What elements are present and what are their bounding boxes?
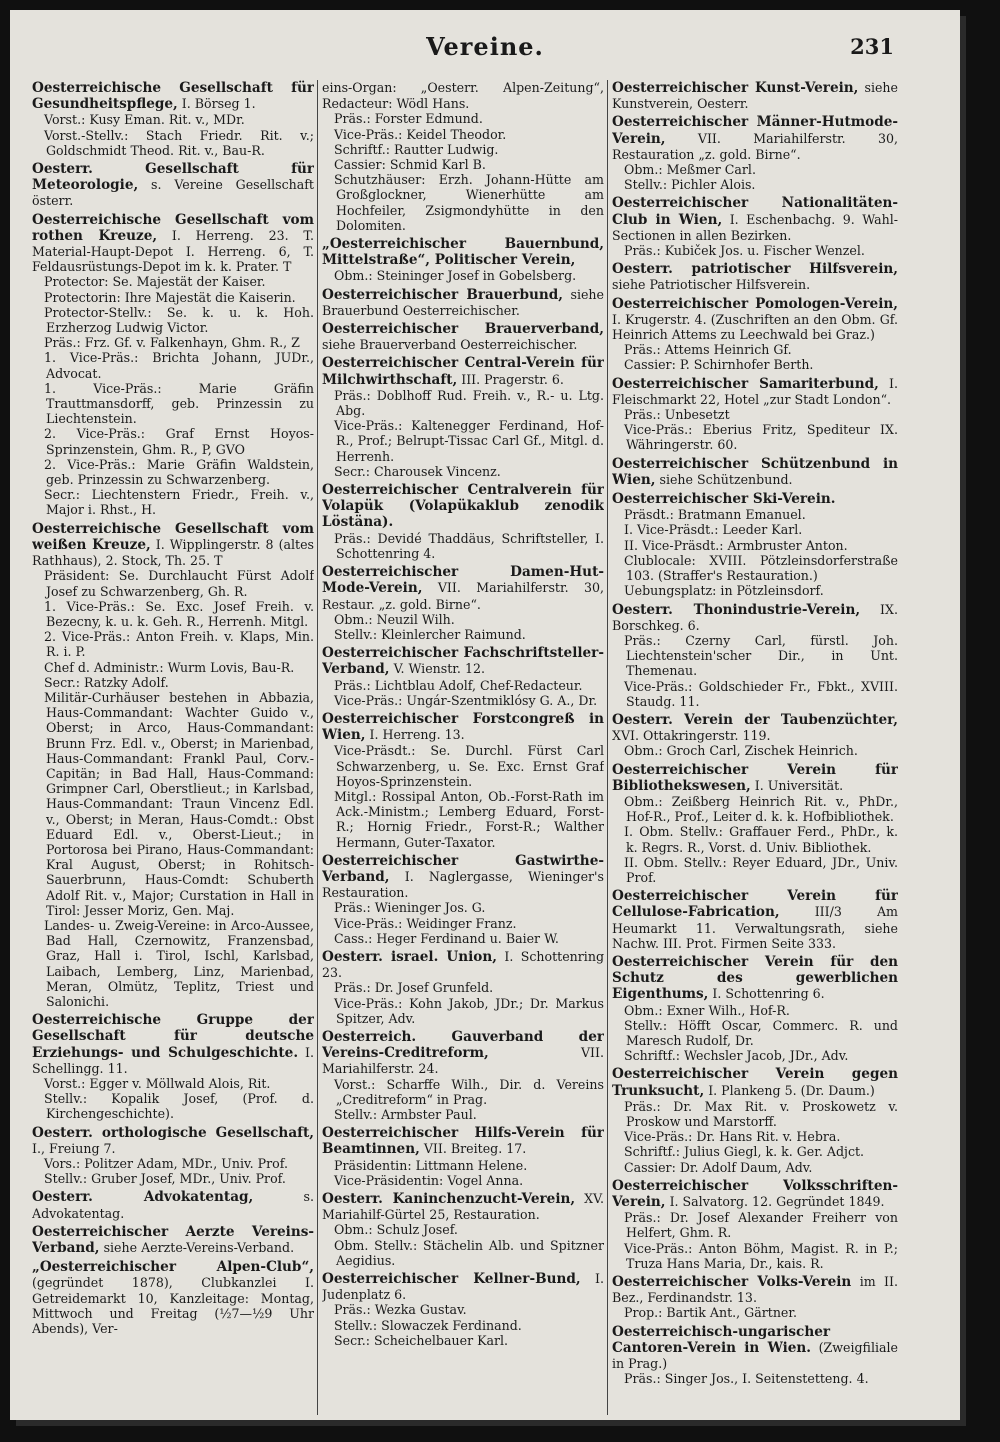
entry-officer-line: Stellv.: Gruber Josef, MDr., Univ. Prof. (44, 1171, 286, 1187)
entry-heading: Oesterr. Advokatentag, (32, 1189, 254, 1206)
entry-officer-line: Cass.: Heger Ferdinand u. Baier W. (334, 930, 559, 946)
entry-officer-line: Stellv.: Slowaczek Ferdinand. (334, 1317, 522, 1333)
entry-officer-line: Vice-Präs.: Kaltenegger Ferdinand, Hof-R., Prof.; Belrupt-Tissac Carl Gf., Mitgl. d. Herrenh. (334, 418, 604, 464)
directory-entry (32, 1012, 314, 1121)
entry-officer-line: Präs.: Lichtblau Adolf, Chef-Redacteur. (334, 677, 583, 693)
entry-heading: Oesterreichischer Forstcongreß in Wien, (322, 710, 604, 744)
entry-heading: Oesterreichischer Kunst-Verein, (612, 80, 859, 96)
entry-address: IX. Borschkeg. 6. (612, 601, 898, 633)
entry-address: I. Eschenbachg. 9. Wahl-Sectionen in allen Bezirken. (612, 211, 898, 243)
entry-address: I. Börseg 1. (181, 96, 256, 112)
entry-officer-line: Präs.: Kubiček Jos. u. Fischer Wenzel. (624, 243, 865, 259)
entry-address: VII. Mariahilferstr. 24. (322, 1045, 604, 1077)
entry-address: I. Krugerstr. 4. (Zuschriften an den Obm. Gf. Heinrich Attems zu Leechwald bei Graz.) (612, 311, 898, 343)
entry-officer-line: Obm.: Neuzil Wilh. (334, 611, 455, 627)
entry-officer-line: 2. Vice-Präs.: Anton Freih. v. Klaps, Min. R. i. P. (44, 629, 314, 660)
entry-officer-line: Präs.: Unbesetzt (624, 407, 730, 423)
entry-officer-line: Vice-Präs.: Ungár-Szentmiklósy G. A., Dr. (334, 692, 598, 708)
entry-address: I. Plankeng 5. (Dr. Daum.) (708, 1082, 875, 1098)
entry-address: I. Schellingg. 11. (32, 1044, 314, 1076)
entry-address: XVI. Ottakringerstr. 119. (612, 728, 771, 744)
entry-officer-line: Clublocale: XVIII. Pötzleinsdorferstraße 103. (Straffer's Restauration.) (624, 552, 898, 584)
entry-officer-line: Präs.: Frz. Gf. v. Falkenhayn, Ghm. R., Z (44, 335, 300, 351)
entry-officer-line: Vorst.: Scharffe Wilh., Dir. d. Vereins „Creditreform“ in Prag. (334, 1076, 604, 1107)
entry-officer-line: II. Vice-Präsdt.: Armbruster Anton. (624, 537, 848, 553)
entry-address: V. Wienstr. 12. (393, 661, 485, 677)
entry-officer-line: Schriftf.: Rautter Ludwig. (334, 141, 499, 157)
entry-address: (Zweigfiliale in Prag.) (612, 1339, 898, 1372)
entry-officer-line: Cassier: Dr. Adolf Daum, Adv. (624, 1159, 813, 1175)
entry-officer-line: Prop.: Bartik Ant., Gärtner. (624, 1305, 798, 1321)
directory-page (10, 10, 960, 1420)
directory-entry (322, 853, 604, 946)
entry-heading: Oesterreichischer Verein gegen Trunksucht, (612, 1066, 898, 1099)
directory-entry (322, 236, 604, 284)
directory-entry (322, 321, 604, 352)
entry-officer-line: Obm.: Steininger Josef in Gobelsberg. (334, 268, 577, 284)
directory-entry (322, 949, 604, 1026)
entry-officer-line: 2. Vice-Präs.: Marie Gräfin Waldstein, geb. Prinzessin zu Schwarzenberg. (44, 456, 314, 488)
entry-officer-line: Präs.: Dr. Josef Grunfeld. (334, 980, 494, 996)
entry-officer-line: Präs.: Dr. Josef Alexander Freiherr von Helfert, Ghm. R. (624, 1210, 898, 1241)
entry-officer-line: Vice-Präsdt.: Se. Durchl. Fürst Carl Schwarzenberg, u. Se. Exc. Ernst Graf Hoyos-Sprinzenstein. (334, 743, 604, 789)
entry-officer-line: Obm.: Zeißberg Heinrich Rit. v., PhDr., Hof-R., Prof., Leiter d. k. k. Hofbibliothek. (624, 793, 898, 825)
entry-heading: Oesterreichischer Verein für den Schutz des gewerblichen Eigenthums, (612, 953, 898, 1003)
entry-officer-line: Präs.: Czerny Carl, fürstl. Joh. Liechtenstein'scher Dir., in Unt. Themenau. (624, 632, 898, 679)
entry-address: XV. Mariahilf-Gürtel 25, Restauration. (322, 1191, 604, 1223)
entry-officer-line: Vice-Präs.: Goldschieder Fr., Fbkt., XVIII. Staudg. 11. (624, 678, 898, 709)
entry-officer-line: Secr.: Scheichelbauer Karl. (334, 1332, 509, 1348)
entry-heading: Oesterreichischer Kellner-Bund, (322, 1271, 581, 1288)
entry-officer-line: Schriftf.: Wechsler Jacob, JDr., Adv. (624, 1048, 849, 1064)
entry-officer-line: Schriftf.: Julius Giegl, k. k. Ger. Adjct. (624, 1144, 865, 1160)
entry-heading: Oesterreichischer Damen-Hut-Mode-Verein, (322, 564, 604, 597)
entry-officer-line: Secr.: Liechtenstern Friedr., Freih. v., Major i. Rhst., H. (44, 487, 314, 518)
entry-address: s. Vereine Gesellschaft österr. (32, 177, 314, 209)
directory-entry (322, 355, 604, 479)
directory-entry (612, 1178, 898, 1271)
entry-heading: Oesterreichischer Samariterbund, (612, 375, 879, 392)
entry-officer-line: Secr.: Charousek Vincenz. (334, 463, 501, 479)
entry-heading: Oesterreichischer Männer-Hutmode-Verein, (612, 114, 898, 147)
page-title: Vereine. (426, 32, 544, 61)
column-divider (317, 80, 318, 1415)
directory-entry (612, 261, 898, 292)
entry-officer-line: Stellv.: Kopalik Josef, (Prof. d. Kirchengeschichte). (44, 1091, 314, 1122)
entry-officer-line: Secr.: Ratzky Adolf. (44, 674, 169, 690)
entry-officer-line: Präs.: Dr. Max Rit. v. Proskowetz v. Proskow und Marstorff. (624, 1098, 898, 1129)
entry-heading: Oesterr. patriotischer Hilfsverein, (612, 261, 898, 278)
entry-heading: Oesterreichischer Fachschriftsteller-Verband, (322, 645, 604, 678)
directory-entry (612, 1066, 898, 1174)
entry-address: VII. Mariahilferstr. 30, Restauration „z. gold. Birne“. (612, 130, 898, 162)
entry-officer-line: Protector: Se. Majestät der Kaiser. (44, 274, 266, 290)
entry-officer-line: Protectorin: Ihre Majestät die Kaiserin. (44, 289, 296, 305)
entry-address: VII. Breiteg. 17. (423, 1141, 527, 1157)
entry-officer-line: Präs.: Wezka Gustav. (334, 1302, 467, 1318)
entry-officer-line: Vice-Präsidentin: Vogel Anna. (334, 1172, 524, 1188)
entry-address: I. Naglergasse, Wieninger's Restauration. (322, 868, 604, 901)
entry-officer-line: Präsdt.: Bratmann Emanuel. (624, 507, 806, 523)
entry-officer-line: Stellv.: Kleinlercher Raimund. (334, 626, 526, 642)
directory-entry (612, 80, 898, 111)
entry-address: eins-Organ: „Oesterr. Alpen-Zeitung“, Redacteur: Wödl Hans. (322, 80, 604, 112)
entry-heading: Oesterr. Gesellschaft für Meteorologie, (32, 161, 314, 194)
entry-officer-line: Protector-Stellv.: Se. k. u. k. Hoh. Erzherzog Ludwig Victor. (44, 304, 314, 336)
column-2 (322, 80, 604, 1400)
entry-officer-line: Vorst.-Stellv.: Stach Friedr. Rit. v.; Goldschmidt Theod. Rit. v., Bau-R. (44, 127, 314, 158)
directory-entry (322, 1191, 604, 1268)
page-header (10, 32, 960, 68)
directory-entry (612, 456, 898, 488)
directory-entry (612, 1324, 898, 1387)
entry-address: VII. Mariahilferstr. 30, Restaur. „z. gold. Birne“. (322, 580, 604, 612)
entry-officer-line: Vice-Präs.: Dr. Hans Rit. v. Hebra. (624, 1129, 841, 1145)
entry-heading: Oesterreichischer Hilfs-Verein für Beamtinnen, (322, 1125, 604, 1158)
directory-entry (322, 287, 604, 318)
directory-entry (322, 482, 604, 561)
directory-entry (612, 888, 898, 951)
directory-entry (32, 212, 314, 518)
entry-officer-line: Präs.: Devidé Thaddäus, Schriftsteller, I. Schottenring 4. (334, 530, 604, 561)
entry-address: siehe Aerzte-Vereins-Verband. (103, 1240, 295, 1256)
entry-officer-line: Vice-Präs.: Kohn Jakob, JDr.; Dr. Markus Spitzer, Adv. (334, 995, 604, 1026)
entry-heading: „Oesterreichischer Bauernbund, Mittelstraße“, Politischer Verein, (322, 236, 604, 269)
entry-heading: Oesterreichische Gesellschaft für Gesundheitspflege, (32, 80, 314, 113)
entry-heading: Oesterreichische Gruppe der Gesellschaft für deutsche Erziehungs- und Schulgeschichte. (32, 1012, 314, 1061)
directory-entry (32, 521, 314, 1010)
entry-heading: Oesterreichische Gesellschaft vom rothen Kreuze, (32, 211, 314, 244)
entry-heading: Oesterreichischer Aerzte Vereins-Verband, (32, 1223, 314, 1257)
entry-heading: Oesterreichischer Central-Verein für Milchwirthschaft, (322, 355, 604, 388)
entry-address: III. Pragerstr. 6. (461, 371, 564, 387)
directory-entry (322, 711, 604, 850)
entry-heading: Oesterreichischer Volksschriften-Verein, (612, 1177, 898, 1211)
directory-entry (322, 1029, 604, 1122)
entry-officer-line: Präs.: Wieninger Jos. G. (334, 900, 486, 916)
entry-heading: Oesterr. orthologische Gesellschaft, (32, 1124, 314, 1141)
entry-officer-line: Schutzhäuser: Erzh. Johann-Hütte am Großglockner, Wienerhütte am Hochfeiler, Zsigmondyhütte in den Dolomiten. (334, 172, 604, 233)
entry-officer-line: 2. Vice-Präs.: Graf Ernst Hoyos-Sprinzenstein, Ghm. R., P, GVO (44, 426, 314, 457)
directory-entry (612, 491, 898, 598)
entry-officer-line: Landes- u. Zweig-Vereine: in Arco-Aussee, Bad Hall, Czernowitz, Franzensbad, Graz, Hall i. Tirol, Ischl, Karlsbad, Laibach, Lemberg, Linz, Marienbad, Meran, Olmütz, Teplitz, Triest und Salonichi. (44, 917, 314, 1009)
entry-officer-line: Vorst.: Egger v. Möllwald Alois, Rit. (44, 1076, 271, 1091)
directory-entry (32, 80, 314, 158)
entry-officer-line: Präs.: Attems Heinrich Gf. (624, 342, 792, 358)
entry-officer-line: Präsidentin: Littmann Helene. (334, 1157, 528, 1173)
entry-heading: Oesterr. israel. Union, (322, 948, 497, 965)
entry-officer-line: Stellv.: Pichler Alois. (624, 177, 756, 193)
directory-entry (32, 1189, 314, 1220)
directory-entry (32, 161, 314, 209)
directory-entry (612, 195, 898, 258)
entry-heading: Oesterreichische Gesellschaft vom weißen Kreuze, (32, 520, 314, 553)
entry-officer-line: Vice-Präs.: Keidel Theodor. (334, 126, 507, 142)
entry-heading: Oesterreichischer Verein für Bibliothekswesen, (612, 761, 898, 794)
entry-heading: Oesterreichischer Schützenbund in Wien, (612, 455, 898, 488)
directory-entry (322, 564, 604, 642)
entry-officer-line: Stellv.: Höfft Oscar, Commerc. R. und Maresch Rudolf, Dr. (624, 1017, 898, 1048)
entry-heading: Oesterreichischer Volks-Verein (612, 1274, 852, 1291)
entry-address: I., Freiung 7. (32, 1140, 116, 1156)
entry-officer-line: Vorst.: Kusy Eman. Rit. v., MDr. (44, 112, 245, 128)
entry-officer-line: Präs.: Doblhoff Rud. Freih. v., R.- u. Ltg. Abg. (334, 387, 604, 419)
entry-officer-line: II. Obm. Stellv.: Reyer Eduard, JDr., Univ. Prof. (624, 854, 898, 885)
entry-heading: Oesterr. Thonindustrie-Verein, (612, 601, 861, 618)
directory-entry (612, 712, 898, 759)
entry-officer-line: Präs.: Forster Edmund. (334, 111, 483, 127)
entry-heading: Oesterr. Verein der Taubenzüchter, (612, 711, 898, 728)
entry-heading: Oesterreichischer Brauerverband, (322, 321, 604, 338)
entry-address: I. Fleischmarkt 22, Hotel „zur Stadt London“. (612, 375, 898, 407)
column-1 (32, 80, 314, 1400)
entry-officer-line: Präs.: Singer Jos., I. Seitenstetteng. 4. (624, 1371, 869, 1387)
directory-entry (32, 1125, 314, 1187)
entry-heading: Oesterreichischer Ski-Verein. (612, 491, 836, 508)
entry-address: I. Schottenring 6. (712, 986, 825, 1002)
entry-officer-line: Vice-Präs.: Weidinger Franz. (334, 915, 517, 931)
column-3 (612, 80, 898, 1400)
directory-entry (612, 602, 898, 709)
entry-address: I. Salvatorg. 12. Gegründet 1849. (669, 1194, 885, 1210)
entry-officer-line: Militär-Curhäuser bestehen in Abbazia, Haus-Commandant: Wachter Guido v., Oberst; in Arco, Haus-Commandant: Brunn Frz. Edl. v., Oberst; in Marienbad, Haus-Commandant: Frankl Paul, Corv.-Capitän; in Bad Hall, Haus-Command: Grimpner Carl, Oberstlieut.; in Karlsbad, Haus-Commandant: Traun Vincenz Edl. v., Oberst; in Meran, Haus-Comdt.: Obst Eduard Edl. v., Oberst-Lieut.; in Portorosa bei Pirano, Haus-Commandant: Kral August, Oberst; in Rohitsch-Sauerbrunn, Haus-Comdt: Schuberth Adolf Rit. v., Major; Curstation in Hall in Tirol: Jesser Moriz, Gen. Maj. (44, 689, 314, 918)
entry-address: s. Advokatentag. (32, 1189, 314, 1221)
entry-address: siehe Kunstverein, Oesterr. (612, 80, 898, 112)
entry-address: III/3 Am Heumarkt 11. Verwaltungsrath, siehe Nachw. III. Prot. Firmen Seite 333. (612, 904, 898, 951)
directory-entry (322, 80, 604, 233)
entry-officer-line: Vice-Präs.: Eberius Fritz, Spediteur IX. Währingerstr. 60. (624, 422, 898, 453)
entry-officer-line: Mitgl.: Rossipal Anton, Ob.-Forst-Rath im Ack.-Ministm.; Lemberg Eduard, Forst-R.; Hornig Friedr., Forst-R.; Walther Hermann, Guter-Taxator. (334, 788, 604, 850)
entry-address: siehe Schützenbund. (659, 471, 793, 487)
entry-heading: „Oesterreichischer Alpen-Club“, (32, 1259, 314, 1276)
entry-address: im II. Bez., Ferdinandstr. 13. (612, 1274, 898, 1306)
directory-entry (322, 1271, 604, 1348)
directory-entry (612, 296, 898, 373)
entry-officer-line: Cassier: Schmid Karl B. (334, 157, 486, 173)
entry-heading: Oesterr. Kaninchenzucht-Verein, (322, 1191, 576, 1208)
entry-officer-line: I. Vice-Präsdt.: Leeder Karl. (624, 522, 803, 538)
directory-entry (32, 1224, 314, 1256)
entry-officer-line: 1. Vice-Präs.: Brichta Johann, JUDr., Advocat. (44, 350, 314, 381)
entry-officer-line: Uebungsplatz: in Pötzleinsdorf. (624, 583, 824, 599)
entry-address: I. Herreng. 23. T. Material-Haupt-Depot I. Herreng. 6, T. Feldausrüstungs-Depot im k. k. Prater. T (32, 227, 314, 275)
entry-officer-line: Obm. Stellv.: Stächelin Alb. und Spitzner Aegidius. (334, 1237, 604, 1268)
column-divider (607, 80, 608, 1415)
directory-entry (322, 645, 604, 708)
entry-heading: Oesterreichischer Centralverein für Volapük (Volapükaklub zenodik Löstäna). (322, 482, 604, 531)
entry-officer-line: Präsident: Se. Durchlaucht Fürst Adolf Josef zu Schwarzenberg, Gh. R. (44, 568, 314, 599)
entry-address: I. Herreng. 13. (369, 727, 465, 743)
directory-entry (32, 1259, 314, 1336)
entry-officer-line: Chef d. Administr.: Wurm Lovis, Bau-R. (44, 659, 295, 675)
entry-officer-line: Stellv.: Armbster Paul. (334, 1107, 477, 1122)
entry-address: I. Wipplingerstr. 8 (altes Rathhaus), 2. Stock, Th. 25. T (32, 536, 314, 569)
entry-officer-line: Obm.: Groch Carl, Zischek Heinrich. (624, 743, 858, 759)
directory-entry (612, 762, 898, 886)
entry-officer-line: 1. Vice-Präs.: Marie Gräfin Trauttmansdorff, geb. Prinzessin zu Liechtenstein. (44, 380, 314, 427)
entry-address: I. Universität. (754, 777, 844, 793)
entry-officer-line: I. Obm. Stellv.: Graffauer Ferd., PhDr., k. k. Regrs. R., Vorst. d. Univ. Bibliothek. (624, 824, 898, 855)
entry-address: (gegründet 1878), Clubkanzlei I. Getreidemarkt 10, Kanzleitage: Montag, Mittwoch und Freitag (½7—½9 Uhr Abends), Ver- (32, 1275, 314, 1337)
entry-officer-line: Obm.: Schulz Josef. (334, 1222, 458, 1238)
entry-address: I. Schottenring 23. (322, 948, 604, 981)
directory-entry (612, 114, 898, 192)
entry-officer-line: Obm.: Meßmer Carl. (624, 162, 756, 178)
entry-address: I. Judenplatz 6. (322, 1271, 604, 1303)
directory-entry (612, 1274, 898, 1321)
entry-officer-line: Vors.: Politzer Adam, MDr., Univ. Prof. (44, 1156, 288, 1172)
entry-heading: Oesterreichischer Brauerbund, (322, 286, 564, 303)
entry-address: siehe Brauerbund Oesterreichischer. (322, 286, 604, 318)
entry-officer-line: Obm.: Exner Wilh., Hof-R. (624, 1002, 790, 1018)
entry-heading: Oesterreich. Gauverband der Vereins-Creditreform, (322, 1028, 604, 1062)
entry-officer-line: 1. Vice-Präs.: Se. Exc. Josef Freih. v. Bezecny, k. u. k. Geh. R., Herrenh. Mitgl. (44, 598, 314, 629)
directory-entry (612, 376, 898, 453)
entry-address: siehe Brauerverband Oesterreichischer. (322, 337, 578, 353)
entry-address: siehe Patriotischer Hilfsverein. (612, 277, 811, 293)
directory-entry (322, 1125, 604, 1188)
entry-heading: Oesterreichisch-ungarischer Cantoren-Verein in Wien. (612, 1323, 831, 1356)
entry-heading: Oesterreichischer Nationalitäten-Club in Wien, (612, 195, 898, 228)
entry-heading: Oesterreichischer Verein für Cellulose-Fabrication, (612, 888, 898, 921)
entry-officer-line: Cassier: P. Schirnhofer Berth. (624, 357, 814, 373)
entry-heading: Oesterreichischer Gastwirthe-Verband, (322, 852, 604, 885)
page-number: 231 (850, 34, 894, 59)
entry-heading: Oesterreichischer Pomologen-Verein, (612, 295, 898, 312)
entry-officer-line: Vice-Präs.: Anton Böhm, Magist. R. in P.; Truza Hans Maria, Dr., kais. R. (624, 1240, 898, 1271)
directory-entry (612, 954, 898, 1063)
